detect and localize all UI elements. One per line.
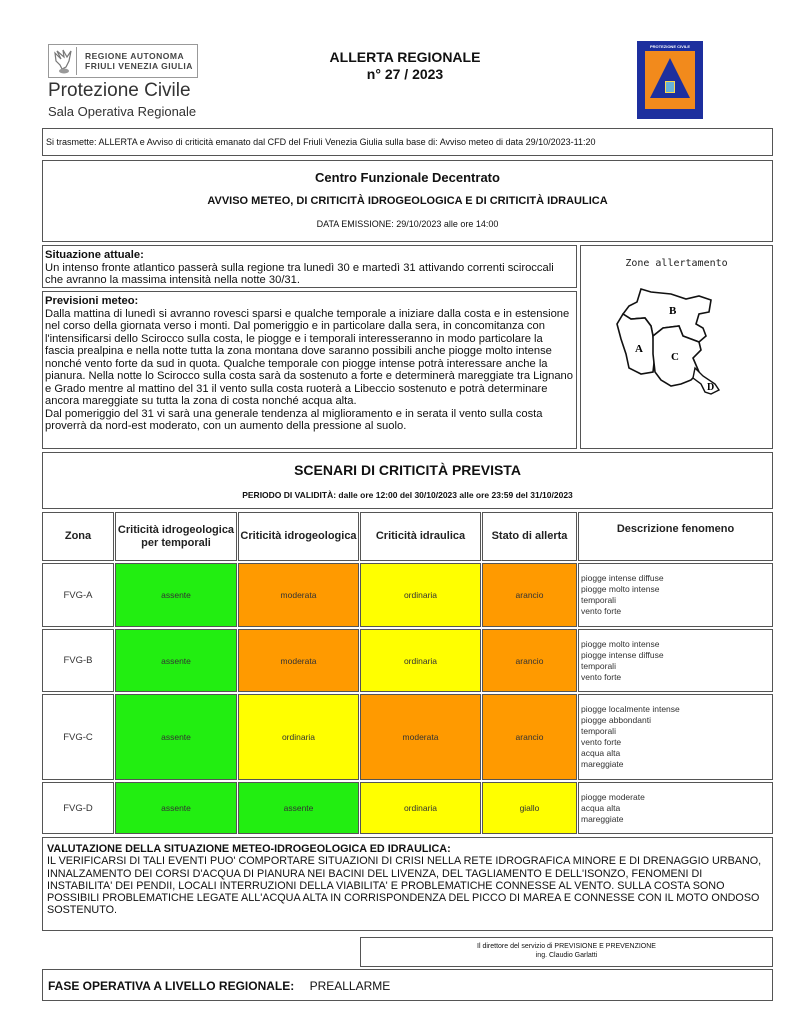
svg-text:D: D <box>707 382 715 393</box>
criticality-cell-assente: assente <box>115 563 237 627</box>
assessment <box>42 837 773 931</box>
criticality-cell-assente: assente <box>115 694 237 780</box>
weather-forecast-heading: Previsioni meteo: <box>45 295 139 307</box>
header-zona: Zona <box>42 512 114 561</box>
header-stato: Stato di allerta <box>482 512 577 561</box>
protezione-civile-emblem-icon: PROTEZIONE CIVILE <box>637 41 703 119</box>
criticality-cell-assente: assente <box>115 782 237 834</box>
zone-cell: FVG-D <box>42 782 114 834</box>
assessment-heading: VALUTAZIONE DELLA SITUAZIONE METEO-IDROGEOLOGICA ED IDRAULICA: <box>47 843 451 855</box>
header-temporali: Criticità idrogeologica per temporali <box>115 512 237 561</box>
current-situation-heading: Situazione attuale: <box>45 249 144 261</box>
zone-cell: FVG-C <box>42 694 114 780</box>
logo-protezione-civile-fvg <box>48 44 198 124</box>
svg-text:B: B <box>669 305 677 317</box>
region-name: REGIONE AUTONOMA FRIULI VENEZIA GIULIA <box>85 51 193 71</box>
zone-cell: FVG-B <box>42 629 114 692</box>
criticality-cell-ordinaria: ordinaria <box>238 694 359 780</box>
map-title: Zone allertamento <box>625 258 728 269</box>
phenomenon-description: piogge moderate acqua alta mareggiate <box>578 782 773 834</box>
scenarios-header <box>42 452 773 509</box>
criticality-cell-assente: assente <box>238 782 359 834</box>
phenomenon-description: piogge intense diffuse piogge molto intense temporali vento forte <box>578 563 773 627</box>
weather-forecast-paragraph: Dal pomeriggio del 31 vi sarà una generale tendenza al miglioramento e in serata il vento sulla costa proverrà da nord-est moderato, con un aumento della pressione al suolo. <box>45 407 543 432</box>
header-idrogeologica: Criticità idrogeologica <box>238 512 359 561</box>
zone-cell: FVG-A <box>42 563 114 627</box>
cfd-subtitle: AVVISO METEO, DI CRITICITÀ IDROGEOLOGICA E DI CRITICITÀ IDRAULICA <box>207 195 608 207</box>
header-descrizione: Descrizione fenomeno <box>578 512 773 561</box>
criticality-cell-ordinaria: ordinaria <box>360 629 481 692</box>
alert-status-arancio: arancio <box>482 629 577 692</box>
header-idraulica: Criticità idraulica <box>360 512 481 561</box>
page-title <box>240 49 570 83</box>
alert-zones-map <box>580 245 773 449</box>
zones-map-icon <box>611 284 751 404</box>
alert-number: n° 27 / 2023 <box>366 66 444 82</box>
transmission-note: Si trasmette: ALLERTA e Avviso di criticità emanato dal CFD del Friuli Venezia Giulia sulla base di: Avviso meteo di data 29/10/2023-11:20 <box>42 128 773 156</box>
eagle-icon <box>51 47 77 75</box>
alert-status-arancio: arancio <box>482 694 577 780</box>
region-logo-frame <box>48 44 198 78</box>
alert-title: ALLERTA REGIONALE <box>329 49 481 65</box>
svg-text:C: C <box>671 351 679 363</box>
cfd-header <box>42 160 773 242</box>
operational-phase-label: FASE OPERATIVA A LIVELLO REGIONALE: <box>48 979 295 993</box>
validity-period: PERIODO DI VALIDITÀ: dalle ore 12:00 del 30/10/2023 alle ore 23:59 del 31/10/2023 <box>242 490 573 500</box>
weather-forecast <box>42 291 577 449</box>
operational-phase-value: PREALLARME <box>309 979 391 993</box>
criticality-cell-ordinaria: ordinaria <box>360 782 481 834</box>
cfd-title: Centro Funzionale Decentrato <box>315 170 500 185</box>
operational-phase <box>42 969 773 1001</box>
phenomenon-description: piogge localmente intense piogge abbondanti temporali vento forte acqua alta mareggiate <box>578 694 773 780</box>
current-situation <box>42 245 577 288</box>
emission-date: DATA EMISSIONE: 29/10/2023 alle ore 14:00 <box>316 219 499 229</box>
criticality-cell-moderata: moderata <box>238 563 359 627</box>
alert-status-giallo: giallo <box>482 782 577 834</box>
criticality-cell-ordinaria: ordinaria <box>360 563 481 627</box>
weather-forecast-paragraph: Dalla mattina di lunedì si avranno rovesci sparsi e qualche temporale a iniziare dalla costa e in estensione nel corso della giornata verso i monti. Dal pomeriggio e in particolare dalla sera, in concomitanza con l'intensificarsi dello Scirocco sulla costa, le piogge e i temporali interesseranno in modo particolare la fascia prealpina e nella notte tutta la zona montana dove saranno possibili anche piogge molto intense nonché vento forte da sud in quota. Qualche temporale con piogge intense potrà interessare anche la pianura. Nella notte lo Scirocco sulla costa sarà da sostenuto a forte e determinerà mareggiate tra Lignano e Grado mentre al mattino del 31 il vento sulla costa ruoterà a Libeccio sostenuto e potrà determinare ancora mareggiate su tutta la zona di costa nonché acqua alta. <box>45 307 573 407</box>
scenarios-title: SCENARI DI CRITICITÀ PREVISTA <box>294 462 521 478</box>
criticality-cell-moderata: moderata <box>238 629 359 692</box>
org-subname: Sala Operativa Regionale <box>48 104 197 119</box>
org-name: Protezione Civile <box>48 80 191 101</box>
svg-text:A: A <box>635 343 643 355</box>
alert-status-arancio: arancio <box>482 563 577 627</box>
phenomenon-description: piogge molto intense piogge intense diffuse temporali vento forte <box>578 629 773 692</box>
assessment-text: IL VERIFICARSI DI TALI EVENTI PUO' COMPORTARE SITUAZIONI DI CRISI NELLA RETE IDROGRAFICA MINORE E DI DRENAGGIO URBANO, INNALZAMENTO DEI CORSI D'ACQUA DI PIANURA NEI BACINI DEL LIVENZA, DEL TAGLIAMENTO E DELL'ISONZO, FENOMENI DI INSTABILITA' DEI PENDII, LOCALI INTERRUZIONI DELLA VIABILITA' E PROBLEMATICHE CONNESSE AL VENTO. SULLA COSTA SONO POSSIBILI PROBLEMATICHE LEGATE ALL'ACQUA ALTA IN CORRISPONDENZA DEL PICCO DI MAREA E CONNESSE CON IL MOTO ONDOSO SOSTENUTO. <box>47 855 762 917</box>
director-signature: Il direttore del servizio di PREVISIONE E PREVENZIONE ing. Claudio Garlatti <box>360 937 773 967</box>
criticality-cell-moderata: moderata <box>360 694 481 780</box>
current-situation-text: Un intenso fronte atlantico passerà sulla regione tra lunedì 30 e martedì 31 attivando correnti sciroccali che avranno la massima intensità nella notte 30/31. <box>45 261 554 286</box>
criticality-cell-assente: assente <box>115 629 237 692</box>
